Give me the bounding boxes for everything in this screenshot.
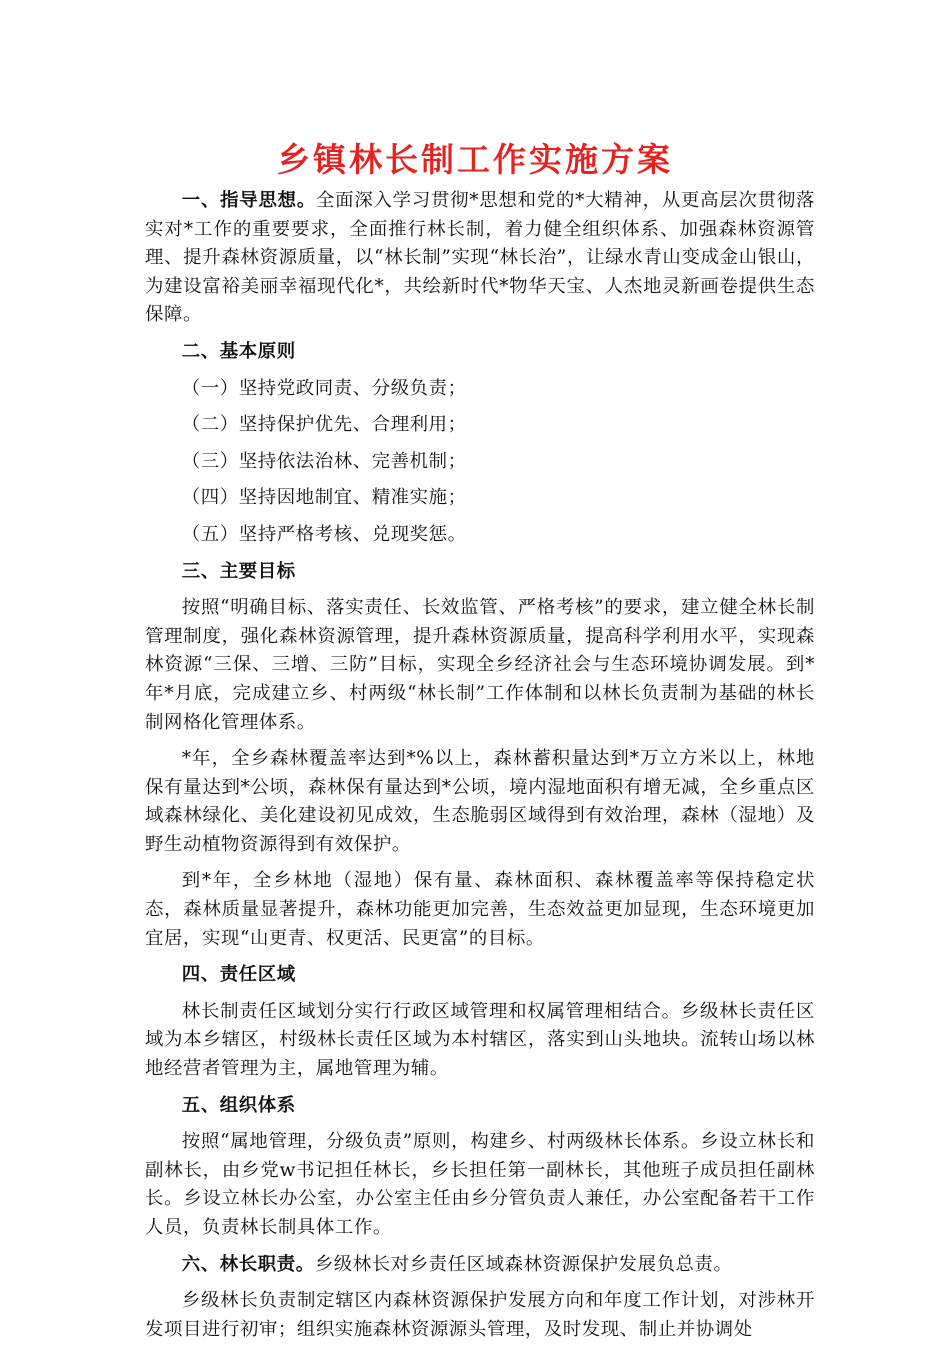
principle-item: （四）坚持因地制宜、精准实施； [181,487,467,509]
heading-responsibility-area: 四、责任区域 [181,964,296,986]
paragraph-main-goals-2: *年，全乡森林覆盖率达到*%以上，森林蓄积量达到*万立方米以上，林地保有量达到*公顷，森林保有量达到*公顷，境内湿地面积有增无减，全乡重点区域森林绿化、美化建设初见成效，生态脆弱区域得到有效治理，森林（湿地）及野生动植物资源得到有效保护。 [145,748,815,855]
principle-item: （一）坚持党政同责、分级负责； [181,377,467,399]
principle-item: （三）坚持依法治林、完善机制； [181,450,467,472]
section-guiding-ideology [145,187,815,330]
document-title: 乡镇林长制工作实施方案 [277,140,673,179]
section-text-guiding-ideology: 全面深入学习贯彻*思想和党的*大精神，从更高层次贯彻落实对*工作的重要要求，全面推行林长制，着力健全组织体系、加强森林资源管理、提升森林资源质量，以“林长制”实现“林长治”，让绿水青山变成金山银山，为建设富裕美丽幸福现代化*，共绘新时代*物华天宝、人杰地灵新画卷提供生态保障。 [145,190,815,326]
paragraph-main-goals-3: 到*年，全乡林地（湿地）保有量、森林面积、森林覆盖率等保持稳定状态，森林质量显著提升，森林功能更加完善，生态效益更加显现，生态环境更加宜居，实现“山更青、权更活、民更富”的目标。 [145,870,815,949]
document-body [145,187,815,1352]
section-forest-chief-duties [145,1251,815,1280]
paragraph-main-goals-1: 按照“明确目标、落实责任、长效监管、严格考核”的要求，建立健全林长制管理制度，强化森林资源管理，提升森林资源质量，提高科学利用水平，实现森林资源“三保、三增、三防”目标，实现全乡经济社会与生态环境协调发展。到*年*月底，完成建立乡、村两级“林长制”工作体制和以林长负责制为基础的林长制网格化管理体系。 [145,597,815,733]
section-text-forest-chief-duties: 乡级林长对乡责任区域森林资源保护发展负总责。 [314,1253,733,1275]
section-lead-guiding-ideology: 一、指导思想。 [181,190,316,211]
principle-item: （二）坚持保护优先、合理利用； [181,414,467,436]
section-lead-forest-chief-duties: 六、林长职责。 [181,1253,315,1275]
paragraph-forest-chief-duties-2: 乡级林长负责制定辖区内森林资源保护发展方向和年度工作计划，对涉林开发项目进行初审；组织实施森林资源源头管理，及时发现、制止并协调处 [145,1290,815,1340]
principle-item: （五）坚持严格考核、兑现奖惩。 [181,523,467,545]
heading-basic-principles: 二、基本原则 [181,340,296,362]
paragraph-organization-system: 按照“属地管理，分级负责”原则，构建乡、村两级林长体系。乡设立林长和副林长，由乡党w书记担任林长，乡长担任第一副林长，其他班子成员担任副林长。乡设立林长办公室，办公室主任由乡分管负责人兼任，办公室配备若干工作人员，负责林长制具体工作。 [145,1131,815,1238]
heading-main-goals: 三、主要目标 [181,560,296,582]
heading-organization-system: 五、组织体系 [181,1094,296,1116]
paragraph-responsibility-area: 林长制责任区域划分实行行政区域管理和权属管理相结合。乡级林长责任区域为本乡辖区，村级林长责任区域为本村辖区，落实到山头地块。流转山场以林地经营者管理为主，属地管理为辅。 [145,1000,815,1080]
